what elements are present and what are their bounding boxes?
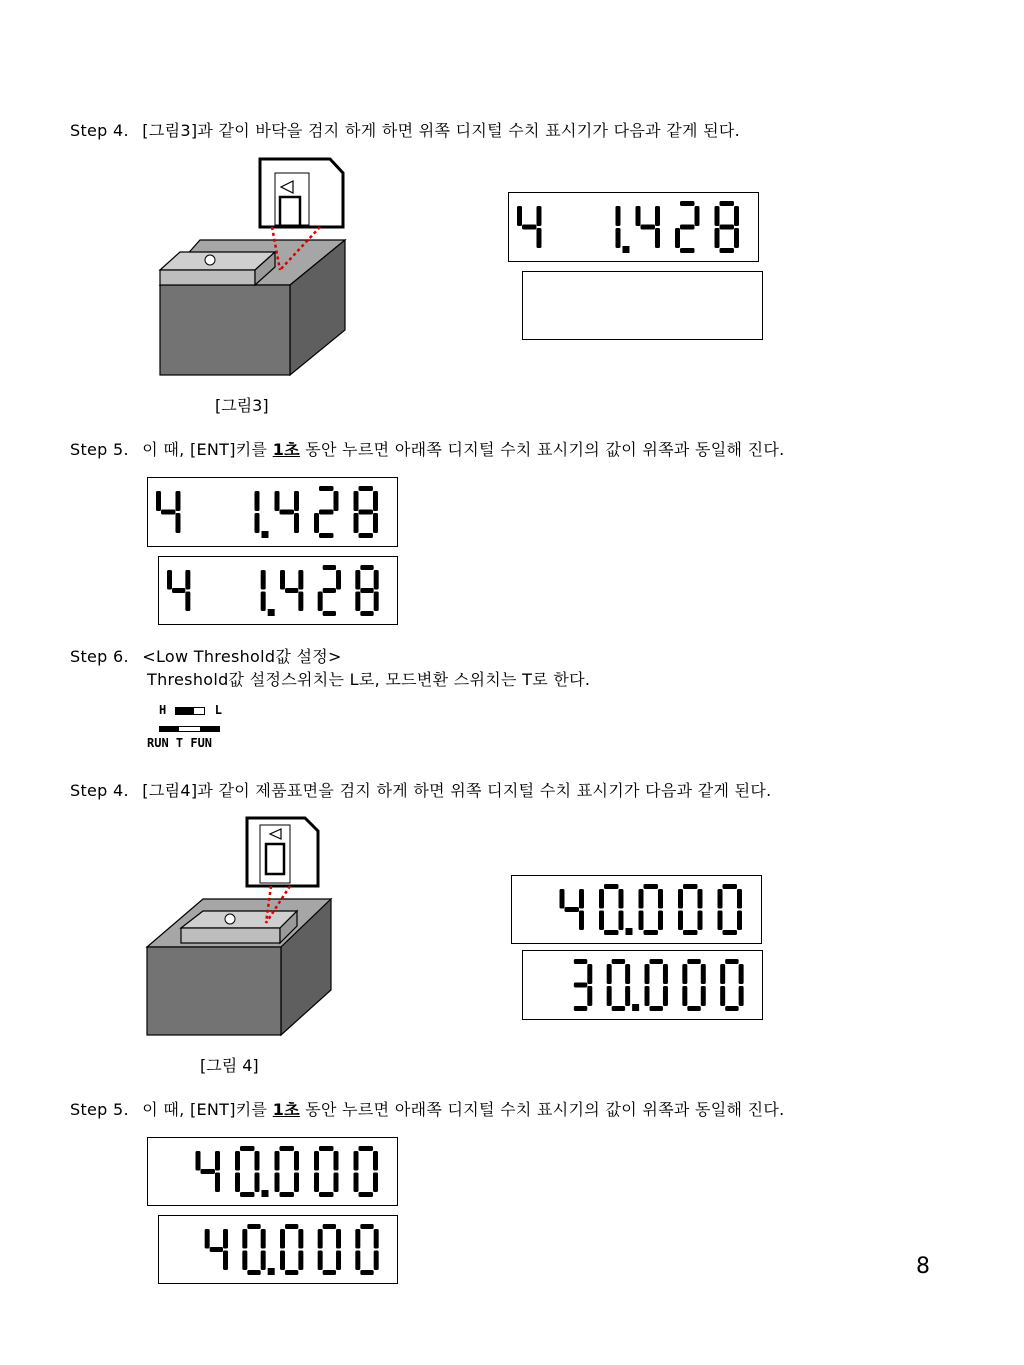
segment-c xyxy=(663,986,668,1006)
segment-g xyxy=(360,588,373,593)
segment-a xyxy=(359,1146,373,1151)
segment-a xyxy=(574,959,587,964)
step-text: <Low Threshold값 설정> xyxy=(142,647,342,666)
segment-a xyxy=(359,486,373,491)
segment-a xyxy=(360,1224,373,1229)
segment-c xyxy=(737,911,742,931)
digit-2 xyxy=(675,201,699,253)
segment-b xyxy=(579,889,584,909)
digit-2 xyxy=(314,486,338,538)
segment-f xyxy=(355,570,360,590)
digit-0 xyxy=(275,1146,299,1197)
segment-g xyxy=(280,510,294,515)
step-emphasis: 1초 xyxy=(272,1100,300,1119)
segment-f xyxy=(720,964,725,984)
digit-4 xyxy=(205,1229,228,1270)
segment-g xyxy=(641,225,655,230)
step-4a xyxy=(70,120,740,142)
segment-f xyxy=(205,1229,210,1249)
digit-0 xyxy=(720,959,743,1011)
step-label: Step 4. xyxy=(70,121,129,140)
lower-display xyxy=(522,271,763,340)
segment-e xyxy=(275,1173,280,1193)
switch-slider xyxy=(175,707,205,715)
digit-3 xyxy=(574,959,592,1011)
segment-e xyxy=(314,513,319,533)
segment-c xyxy=(697,911,702,931)
segment-a xyxy=(725,959,738,964)
segment-f xyxy=(280,570,285,590)
mode-switch-slider xyxy=(159,726,219,732)
plate-front xyxy=(160,270,255,285)
segment-e xyxy=(318,1251,323,1271)
step-text: [그림4]과 같이 제품표면을 검지 하게 하면 위쪽 디지털 수치 표시기가 다음과 같게 된다. xyxy=(142,781,772,800)
segment-e xyxy=(715,228,720,248)
threshold-switch xyxy=(159,703,222,717)
segment-d xyxy=(240,1192,254,1197)
segment-b xyxy=(298,570,303,590)
segment-a xyxy=(323,565,336,570)
segment-d xyxy=(644,930,658,935)
digit-0 xyxy=(242,1224,274,1275)
step-label: Step 5. xyxy=(70,440,129,459)
step-text: 이 때, [ENT]키를 1초 동안 누르면 아래쪽 디지털 수치 표시기의 값이 위쪽과 동일해 진다. xyxy=(142,440,785,459)
segment-b xyxy=(694,206,699,226)
segment-b xyxy=(336,570,341,590)
segment-a xyxy=(720,201,734,206)
segment-d xyxy=(687,1006,700,1011)
segment-c xyxy=(215,1173,220,1193)
segment-d xyxy=(280,1192,294,1197)
segment-b xyxy=(294,1151,299,1171)
digit-4 xyxy=(517,206,541,248)
seven-segment-digits xyxy=(148,1138,397,1205)
segment-d xyxy=(323,611,336,616)
step-6 xyxy=(70,646,342,668)
segment-c xyxy=(298,592,303,612)
step-4b xyxy=(70,780,772,802)
segment-d xyxy=(360,611,373,616)
lower-display xyxy=(522,950,763,1020)
segment-f xyxy=(314,1151,319,1171)
decimal-point xyxy=(632,1004,639,1011)
segment-g xyxy=(522,225,536,230)
seven-segment-digits xyxy=(148,478,397,546)
segment-c xyxy=(734,228,739,248)
segment-f xyxy=(280,1229,285,1249)
digit-8 xyxy=(355,565,378,616)
step-6-detail: Threshold값 설정스위치는 L로, 모드변환 스위치는 T로 한다. xyxy=(147,670,591,689)
digit-4 xyxy=(636,206,660,248)
digit-0 xyxy=(678,884,702,935)
segment-c xyxy=(294,1173,299,1193)
segment-f xyxy=(678,889,683,909)
segment-b xyxy=(739,964,744,984)
segment-g xyxy=(285,588,298,593)
segment-b xyxy=(618,889,623,909)
digit-1 xyxy=(261,570,275,616)
segment-f xyxy=(275,491,280,511)
digit-0 xyxy=(607,959,639,1011)
step-label: Step 4. xyxy=(70,781,129,800)
digit-0 xyxy=(318,1224,341,1275)
decimal-point xyxy=(268,1268,275,1275)
segment-f xyxy=(354,1151,359,1171)
segment-d xyxy=(650,1006,663,1011)
digit-8 xyxy=(715,201,739,253)
segment-a xyxy=(683,884,697,889)
segment-d xyxy=(285,1270,298,1275)
segment-c xyxy=(373,513,378,533)
segment-c xyxy=(701,986,706,1006)
segment-c xyxy=(739,986,744,1006)
decimal-point xyxy=(268,609,275,616)
plate-front xyxy=(181,928,280,943)
upper-display xyxy=(147,477,398,547)
digit-0 xyxy=(639,884,663,935)
segment-c xyxy=(254,1173,259,1193)
segment-f xyxy=(156,491,161,511)
step-label: Step 5. xyxy=(70,1100,129,1119)
decimal-point xyxy=(261,531,268,538)
segment-f xyxy=(607,964,612,984)
plate-hole xyxy=(205,255,215,265)
digit-0 xyxy=(682,959,705,1011)
seven-segment-digits xyxy=(509,193,758,261)
decimal-point xyxy=(625,928,632,935)
segment-e xyxy=(280,1251,285,1271)
segment-e xyxy=(318,592,323,612)
segment-c xyxy=(655,228,660,248)
switch-h-label: H xyxy=(159,703,167,717)
segment-e xyxy=(314,1173,319,1193)
segment-c xyxy=(536,228,541,248)
segment-b xyxy=(697,889,702,909)
segment-d xyxy=(574,1006,587,1011)
digit-0 xyxy=(235,1146,268,1197)
segment-f xyxy=(242,1229,247,1249)
segment-e xyxy=(599,911,604,931)
segment-c xyxy=(374,592,379,612)
decimal-point xyxy=(261,1190,268,1197)
segment-c xyxy=(175,513,180,533)
segment-f xyxy=(715,206,720,226)
segment-b xyxy=(333,491,338,511)
segment-c xyxy=(223,1251,228,1271)
segment-g xyxy=(210,1247,223,1252)
segment-d xyxy=(319,533,333,538)
segment-d xyxy=(725,1006,738,1011)
segment-b xyxy=(536,206,541,226)
segment-d xyxy=(604,930,618,935)
segment-a xyxy=(240,1146,254,1151)
lower-display xyxy=(158,1215,398,1284)
segment-d xyxy=(319,1192,333,1197)
segment-f xyxy=(645,964,650,984)
segment-f xyxy=(354,491,359,511)
segment-g xyxy=(172,588,185,593)
segment-a xyxy=(360,565,373,570)
segment-f xyxy=(196,1151,201,1171)
segment-e xyxy=(639,911,644,931)
segment-b xyxy=(261,570,266,590)
segment-d xyxy=(612,1006,625,1011)
segment-e xyxy=(682,986,687,1006)
step-emphasis: 1초 xyxy=(272,440,300,459)
segment-b xyxy=(615,206,620,226)
digit-2 xyxy=(318,565,341,616)
digit-1 xyxy=(615,206,629,253)
segment-e xyxy=(354,513,359,533)
segment-c xyxy=(373,1173,378,1193)
segment-c xyxy=(294,513,299,533)
segment-g xyxy=(319,510,333,515)
segment-b xyxy=(254,1151,259,1171)
digit-8 xyxy=(354,486,378,538)
segment-e xyxy=(607,986,612,1006)
digit-4 xyxy=(280,570,303,611)
segment-d xyxy=(323,1270,336,1275)
segment-b xyxy=(373,1151,378,1171)
segment-a xyxy=(319,486,333,491)
switch-l-label: L xyxy=(214,703,222,717)
segment-c xyxy=(333,1173,338,1193)
segment-e xyxy=(678,911,683,931)
segment-d xyxy=(683,930,697,935)
segment-d xyxy=(359,1192,373,1197)
mode-switch-labels: RUN T FUN xyxy=(147,736,213,750)
segment-e xyxy=(355,592,360,612)
segment-g xyxy=(565,907,579,912)
segment-f xyxy=(517,206,522,226)
segment-c xyxy=(625,986,630,1006)
segment-e xyxy=(645,986,650,1006)
seven-segment-digits xyxy=(523,272,762,339)
segment-g xyxy=(720,225,734,230)
segment-a xyxy=(612,959,625,964)
segment-d xyxy=(720,248,734,253)
seven-segment-digits xyxy=(512,876,761,943)
digit-0 xyxy=(314,1146,338,1197)
segment-c xyxy=(261,1251,266,1271)
segment-e xyxy=(354,1173,359,1193)
segment-c xyxy=(579,911,584,931)
segment-a xyxy=(680,201,694,206)
seven-segment-digits xyxy=(523,951,762,1019)
segment-c xyxy=(618,911,623,931)
segment-b xyxy=(663,964,668,984)
segment-e xyxy=(675,228,680,248)
segment-d xyxy=(360,1270,373,1275)
box-front xyxy=(147,947,281,1035)
segment-f xyxy=(235,1151,240,1171)
segment-b xyxy=(294,491,299,511)
segment-b xyxy=(333,1151,338,1171)
segment-b xyxy=(254,491,259,511)
step-5a xyxy=(70,439,785,461)
segment-a xyxy=(247,1224,260,1229)
figure-3-caption: [그림3] xyxy=(215,396,269,415)
segment-c xyxy=(185,592,190,612)
segment-b xyxy=(737,889,742,909)
segment-f xyxy=(355,1229,360,1249)
digit-0 xyxy=(280,1224,303,1275)
page-number: 8 xyxy=(916,1254,930,1279)
segment-b xyxy=(336,1229,341,1249)
segment-f xyxy=(167,570,172,590)
segment-b xyxy=(374,1229,379,1249)
segment-b xyxy=(625,964,630,984)
segment-g xyxy=(359,510,373,515)
segment-g xyxy=(201,1169,215,1174)
segment-c xyxy=(261,592,266,612)
segment-a xyxy=(285,1224,298,1229)
figure-3-illustration xyxy=(155,155,355,380)
segment-e xyxy=(235,1173,240,1193)
segment-a xyxy=(723,884,737,889)
segment-b xyxy=(373,491,378,511)
upper-display xyxy=(511,875,762,944)
figure-4-caption: [그림 4] xyxy=(200,1056,259,1075)
segment-e xyxy=(242,1251,247,1271)
seven-segment-digits xyxy=(159,557,397,624)
segment-b xyxy=(587,964,592,984)
segment-f xyxy=(639,889,644,909)
segment-f xyxy=(682,964,687,984)
segment-a xyxy=(650,959,663,964)
segment-e xyxy=(720,986,725,1006)
segment-c xyxy=(658,911,663,931)
segment-g xyxy=(680,225,694,230)
segment-c xyxy=(254,513,259,533)
segment-b xyxy=(374,570,379,590)
digit-4 xyxy=(275,491,299,533)
lower-display xyxy=(158,556,398,625)
seven-segment-digits xyxy=(159,1216,397,1283)
segment-b xyxy=(298,1229,303,1249)
segment-d xyxy=(680,248,694,253)
segment-g xyxy=(161,510,175,515)
segment-b xyxy=(215,1151,220,1171)
step-text: 이 때, [ENT]키를 1초 동안 누르면 아래쪽 디지털 수치 표시기의 값이 위쪽과 동일해 진다. xyxy=(142,1100,785,1119)
digit-4 xyxy=(196,1151,220,1192)
segment-a xyxy=(644,884,658,889)
digit-0 xyxy=(354,1146,378,1197)
figure-4-illustration xyxy=(145,815,340,1040)
segment-b xyxy=(223,1229,228,1249)
segment-a xyxy=(280,1146,294,1151)
plate-hole xyxy=(225,914,235,924)
segment-f xyxy=(636,206,641,226)
step-5b xyxy=(70,1099,785,1121)
segment-b xyxy=(701,964,706,984)
segment-f xyxy=(318,1229,323,1249)
segment-f xyxy=(560,889,565,909)
segment-c xyxy=(336,1251,341,1271)
segment-f xyxy=(718,889,723,909)
segment-e xyxy=(355,1251,360,1271)
segment-f xyxy=(275,1151,280,1171)
segment-a xyxy=(604,884,618,889)
segment-b xyxy=(734,206,739,226)
box-front xyxy=(160,285,290,375)
upper-display xyxy=(147,1137,398,1206)
segment-c xyxy=(374,1251,379,1271)
segment-g xyxy=(323,588,336,593)
segment-e xyxy=(718,911,723,931)
step-text: [그림3]과 같이 바닥을 검지 하게 하면 위쪽 디지털 수치 표시기가 다음과 같게 된다. xyxy=(142,121,741,140)
segment-f xyxy=(599,889,604,909)
segment-c xyxy=(298,1251,303,1271)
segment-a xyxy=(687,959,700,964)
segment-c xyxy=(615,228,620,248)
upper-display xyxy=(508,192,759,262)
segment-b xyxy=(261,1229,266,1249)
segment-c xyxy=(587,986,592,1006)
segment-b xyxy=(185,570,190,590)
digit-4 xyxy=(156,491,180,533)
digit-4 xyxy=(167,570,190,611)
digit-4 xyxy=(560,889,584,930)
segment-b xyxy=(655,206,660,226)
segment-b xyxy=(175,491,180,511)
segment-a xyxy=(319,1146,333,1151)
segment-g xyxy=(574,983,587,988)
decimal-point xyxy=(622,246,629,253)
digit-1 xyxy=(254,491,268,538)
digit-0 xyxy=(718,884,742,935)
step-label: Step 6. xyxy=(70,647,129,666)
segment-d xyxy=(247,1270,260,1275)
segment-d xyxy=(723,930,737,935)
digit-0 xyxy=(355,1224,378,1275)
segment-a xyxy=(323,1224,336,1229)
digit-0 xyxy=(599,884,632,935)
digit-0 xyxy=(645,959,668,1011)
segment-b xyxy=(658,889,663,909)
segment-d xyxy=(359,533,373,538)
